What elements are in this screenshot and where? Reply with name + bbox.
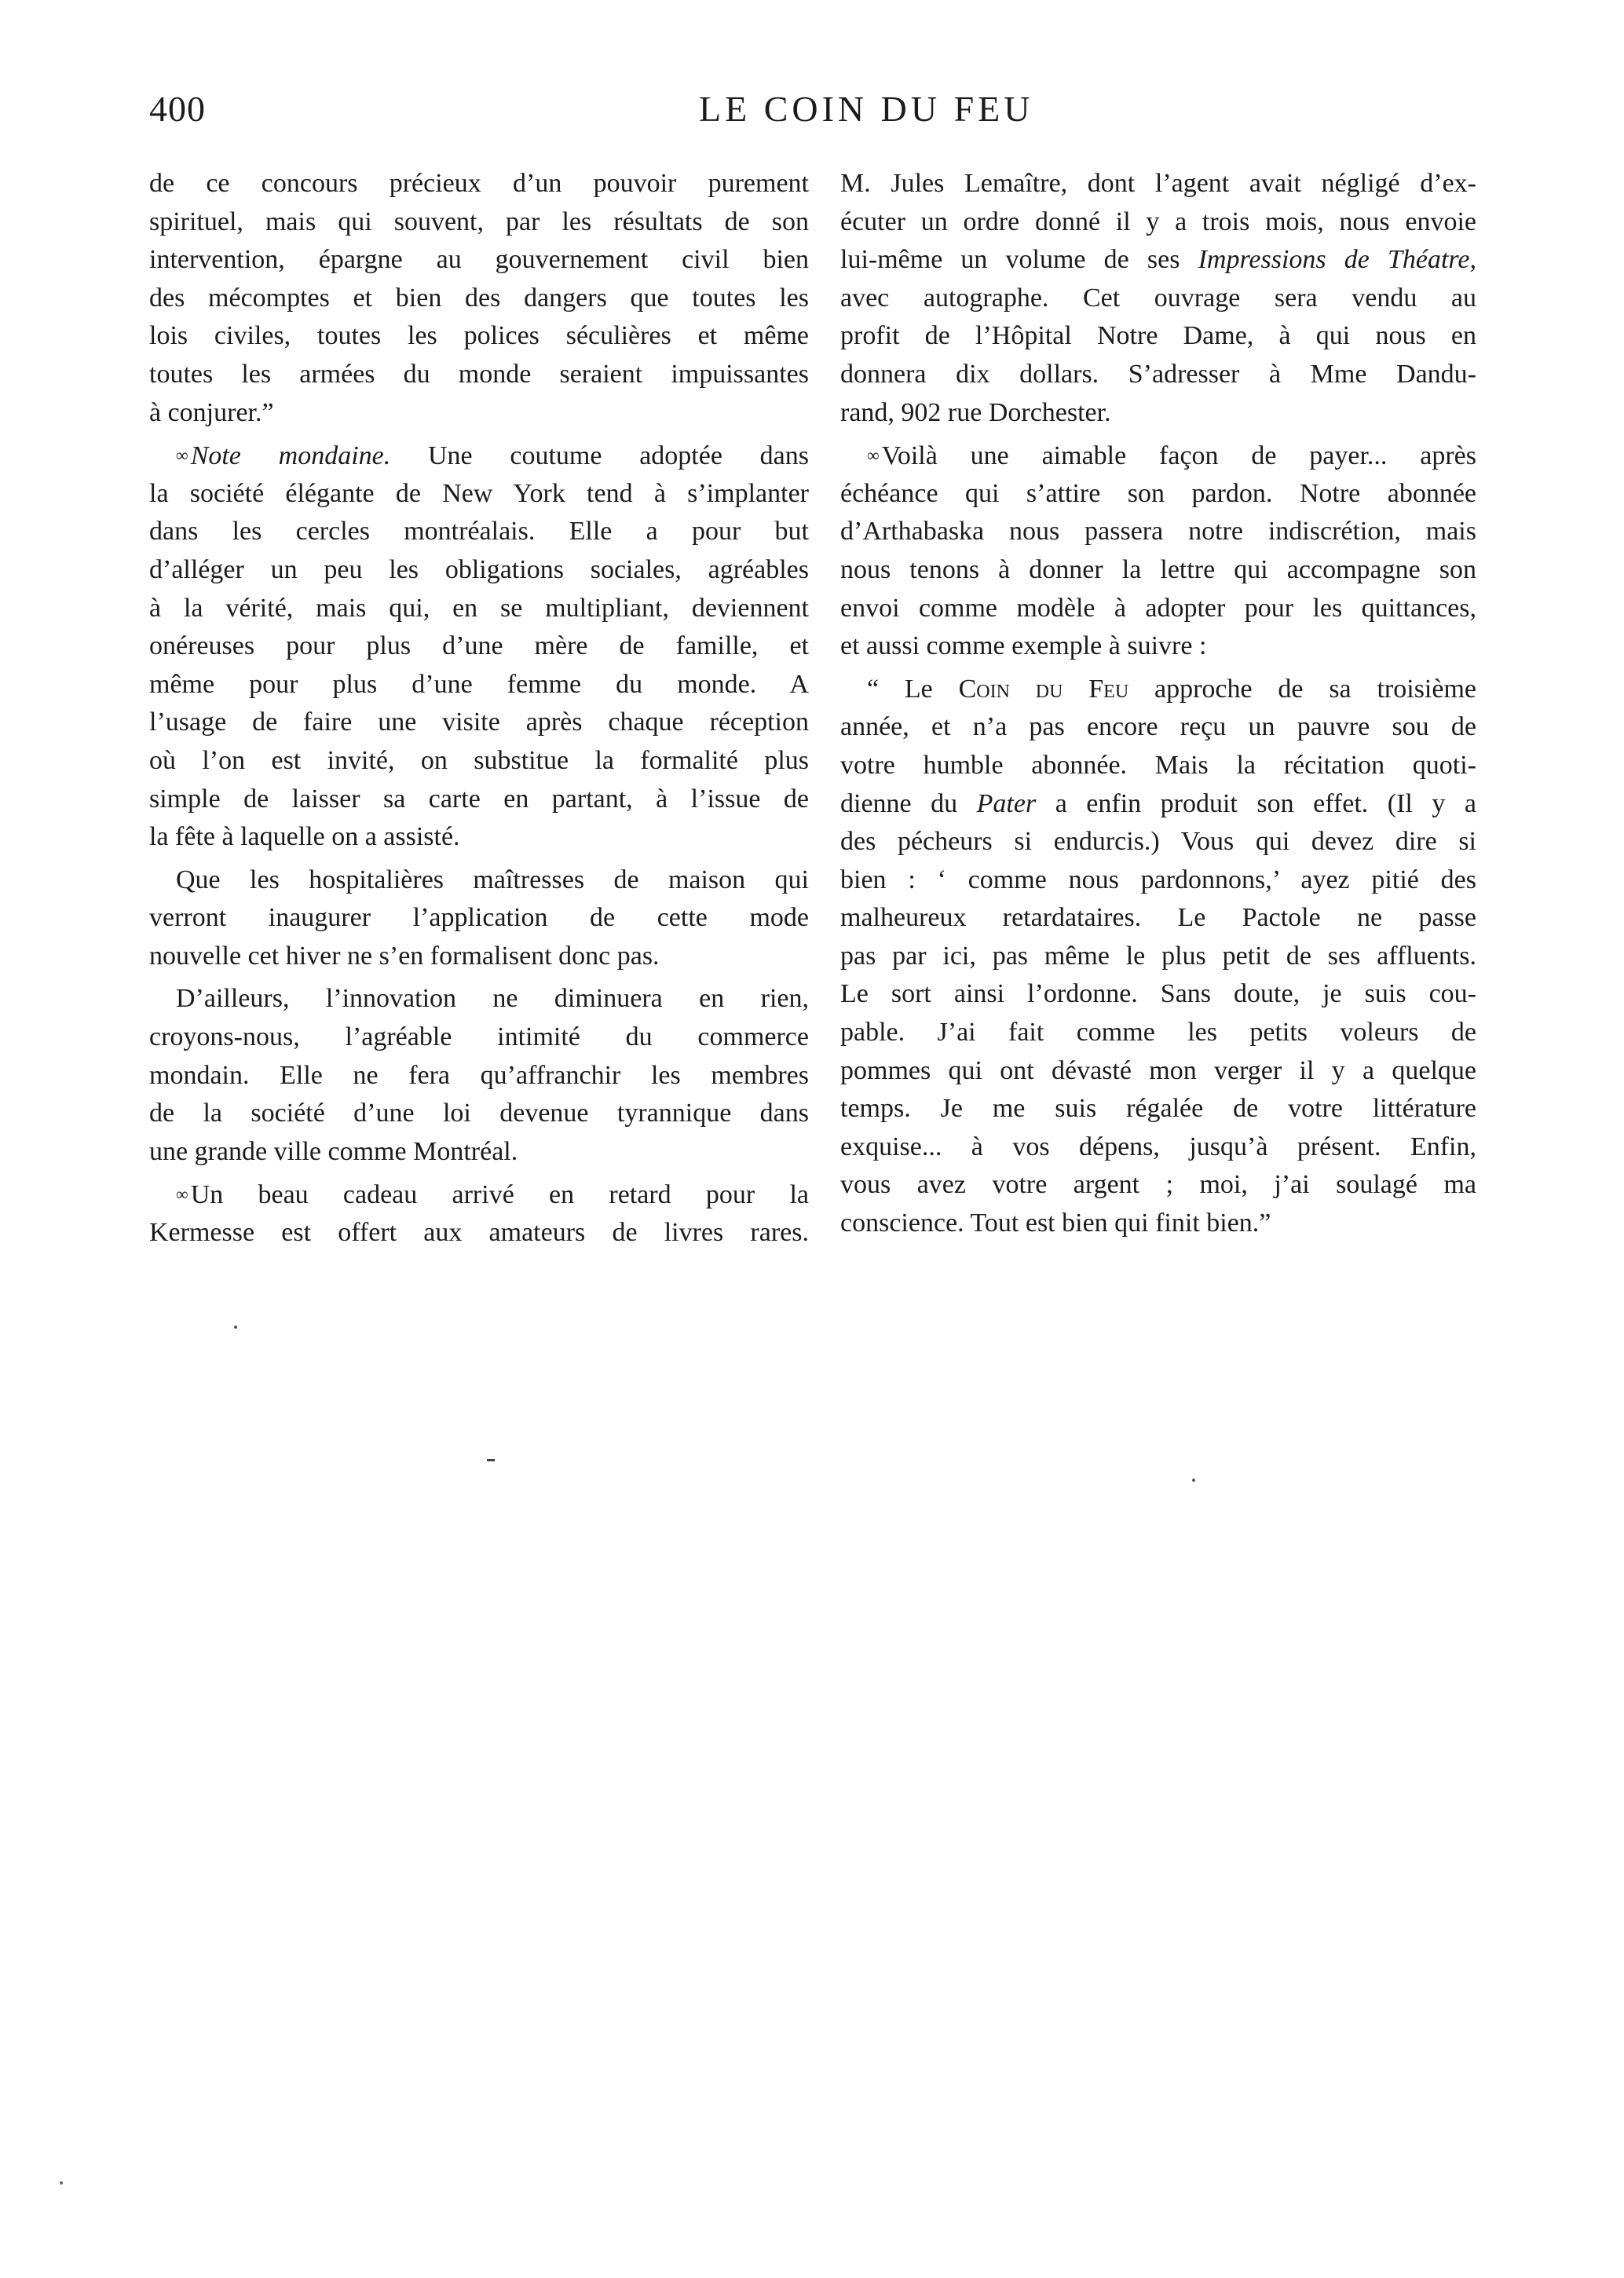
text-line: spirituel, mais qui souvent, par les résultats de son	[149, 207, 809, 236]
text-line: même pour plus d’une femme du monde. A	[149, 669, 809, 699]
text-line: nouvelle cet hiver ne s’en formalisent donc pas.	[149, 941, 660, 971]
text-line: où l’on est invité, on substitue la formalité plus	[149, 745, 809, 775]
paragraph	[149, 165, 809, 432]
text-line: rand, 902 rue Dorchester.	[840, 397, 1111, 427]
text-line: la société élégante de New York tend à s’implanter	[149, 478, 809, 508]
text-line: d’alléger un peu les obligations sociales, agréables	[149, 554, 809, 584]
paragraph	[840, 437, 1476, 666]
text-line: vous avez votre argent ; moi, j’ai soulagé ma	[840, 1170, 1476, 1200]
text-line: ∞ Voilà une aimable façon de payer... après	[867, 441, 1476, 471]
text-line: une grande ville comme Montréal.	[149, 1136, 518, 1166]
text-line: échéance qui s’attire son pardon. Notre abonnée	[840, 478, 1476, 508]
paragraph	[149, 437, 809, 857]
text-line: de la société d’une loi devenue tyrannique dans	[149, 1099, 809, 1128]
text-line: intervention, épargne au gouvernement civil bien	[149, 245, 809, 275]
text-line: avec autographe. Cet ouvrage sera vendu au	[840, 283, 1476, 313]
text-line: dans les cercles montréalais. Elle a pour but	[149, 517, 809, 547]
text-line: temps. Je me suis régalée de votre littérature	[840, 1094, 1476, 1124]
text-line: écuter un ordre donné il y a trois mois, nous envoie	[840, 207, 1476, 236]
text-line: onéreuses pour plus d’une mère de famille, et	[149, 631, 809, 661]
text-line: exquise... à vos dépens, jusqu’à présent. Enfin,	[840, 1132, 1476, 1161]
text-line: votre humble abonnée. Mais la récitation quoti-	[840, 750, 1476, 780]
text-line: M. Jules Lemaître, dont l’agent avait négligé d’ex-	[840, 169, 1476, 198]
text-line: d’Arthabaska nous passera notre indiscrétion, mais	[840, 517, 1476, 547]
text-line: bien : ‘ comme nous pardonnons,’ ayez pitié des	[840, 865, 1476, 894]
page-number: 400	[149, 89, 206, 129]
text-line: des pécheurs si endurcis.) Vous qui devez dire si	[840, 827, 1476, 857]
text-line: conscience. Tout est bien qui finit bien.”	[840, 1208, 1271, 1238]
text-line: “ Le Coin du Feu approche de sa troisième	[867, 674, 1476, 704]
text-line: donnera dix dollars. S’adresser à Mme Dandu-	[840, 359, 1476, 389]
ornament-icon: ∞	[176, 1184, 186, 1205]
text-line: à conjurer.”	[149, 397, 274, 427]
text-line: lois civiles, toutes les polices séculières et même	[149, 321, 809, 351]
ornament-icon: ∞	[176, 445, 186, 466]
section-title: Note mondaine.	[190, 441, 391, 471]
text-line: des mécomptes et bien des dangers que toutes les	[149, 283, 809, 313]
speck	[234, 1325, 237, 1329]
speck	[1192, 1479, 1195, 1482]
text-line: Le sort ainsi l’ordonne. Sans doute, je suis cou-	[840, 979, 1476, 1009]
text-line: Que les hospitalières maîtresses de maison qui	[176, 865, 809, 894]
text-line: D’ailleurs, l’innovation ne diminuera en rien,	[176, 984, 809, 1014]
ornament-icon: ∞	[867, 445, 877, 466]
page-header	[149, 88, 1469, 135]
text-line: ∞ Note mondaine. Une coutume adoptée dans	[176, 441, 809, 471]
text-line: de ce concours précieux d’un pouvoir purement	[149, 169, 809, 198]
text-line: croyons-nous, l’agréable intimité du commerce	[149, 1022, 809, 1052]
text-line: envoi comme modèle à adopter pour les quittances,	[840, 593, 1476, 623]
paragraph	[149, 1176, 809, 1252]
text-line: à la vérité, mais qui, en se multipliant, deviennent	[149, 593, 809, 623]
text-line: la fête à laquelle on a assisté.	[149, 822, 460, 852]
paragraph	[149, 980, 809, 1171]
text-line: pas par ici, pas même le plus petit de ses affluents.	[840, 941, 1476, 971]
text-line: et aussi comme exemple à suivre :	[840, 631, 1207, 661]
text-line: mondain. Elle ne fera qu’affranchir les membres	[149, 1060, 809, 1090]
text-line: l’usage de faire une visite après chaque réception	[149, 708, 809, 737]
text-line: lui-même un volume de ses Impressions de Théatre,	[840, 245, 1476, 275]
speck	[487, 1459, 495, 1461]
text-line: année, et n’a pas encore reçu un pauvre sou de	[840, 712, 1476, 742]
text-line: dienne du Pater a enfin produit son effet. (Il y a	[840, 788, 1476, 818]
text-line: pable. J’ai fait comme les petits voleurs de	[840, 1018, 1476, 1048]
text-line: ∞ Un beau cadeau arrivé en retard pour la	[176, 1180, 809, 1210]
letter-paragraph	[840, 671, 1476, 1243]
text-line: Kermesse est offert aux amateurs de livres rares.	[149, 1218, 809, 1248]
book-title: Impressions de Théatre,	[1198, 245, 1476, 275]
text-line: verront inaugurer l’application de cette mode	[149, 903, 809, 933]
running-title: LE COIN DU FEU	[699, 89, 1034, 129]
paragraph	[840, 165, 1476, 432]
text-line: pommes qui ont dévasté mon verger il y a quelque	[840, 1055, 1476, 1085]
left-column	[149, 165, 809, 1252]
speck	[60, 2181, 63, 2185]
text-line: profit de l’Hôpital Notre Dame, à qui nous en	[840, 321, 1476, 351]
text-line: malheureux retardataires. Le Pactole ne passe	[840, 903, 1476, 933]
text-line: nous tenons à donner la lettre qui accompagne son	[840, 554, 1476, 584]
text-line: toutes les armées du monde seraient impuissantes	[149, 359, 809, 389]
text-line: simple de laisser sa carte en partant, à l’issue de	[149, 784, 809, 814]
right-column	[840, 165, 1476, 1243]
paragraph	[149, 861, 809, 976]
